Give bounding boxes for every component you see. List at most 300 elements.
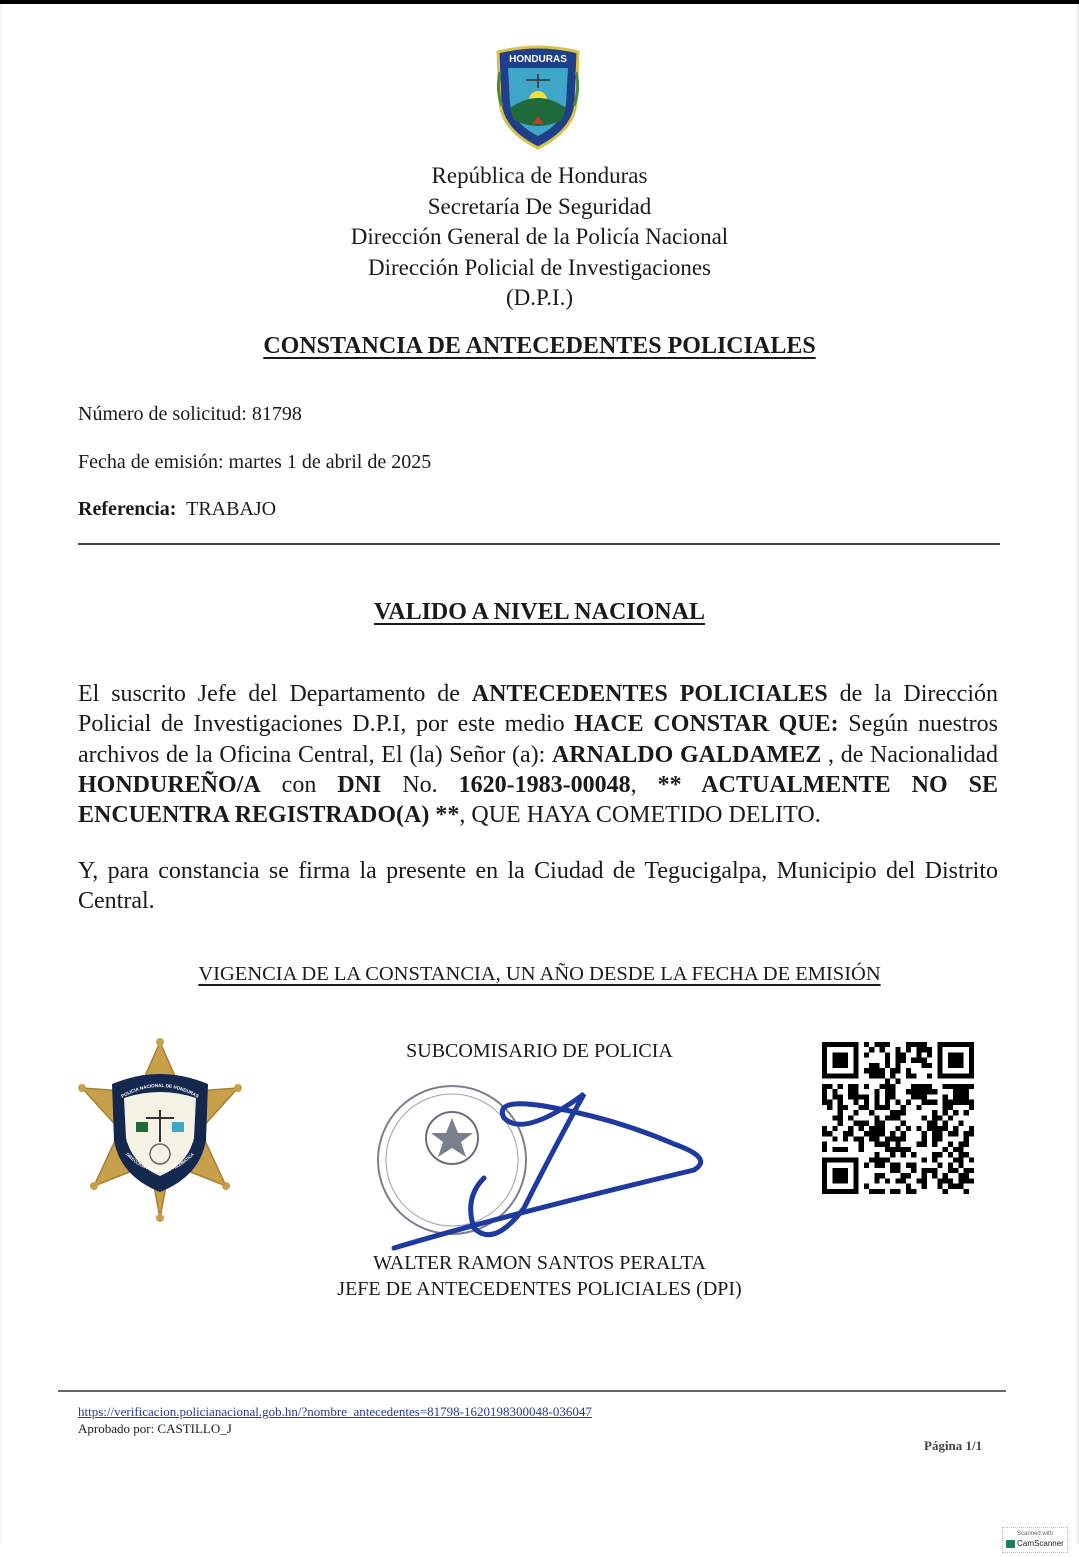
- qr-module: [832, 1094, 837, 1099]
- qr-module: [864, 1105, 869, 1110]
- verification-qr-code[interactable]: [822, 1042, 974, 1194]
- qr-module: [953, 1157, 958, 1162]
- qr-module: [922, 1142, 927, 1147]
- qr-module: [895, 1178, 900, 1183]
- qr-module: [937, 1184, 942, 1189]
- qr-module: [916, 1105, 921, 1110]
- qr-module: [895, 1126, 900, 1131]
- footer-divider: [58, 1390, 1006, 1392]
- qr-module: [906, 1173, 911, 1178]
- qr-module: [948, 1115, 953, 1120]
- qr-module: [927, 1084, 932, 1089]
- qr-module: [916, 1084, 921, 1089]
- qr-module: [864, 1042, 869, 1047]
- qr-module: [874, 1126, 879, 1131]
- qr-module: [922, 1168, 927, 1173]
- qr-module: [937, 1163, 942, 1168]
- qr-module: [874, 1089, 879, 1094]
- qr-module: [853, 1110, 858, 1115]
- qr-module: [916, 1178, 921, 1183]
- qr-finder-pattern: [832, 1052, 848, 1068]
- qr-module: [969, 1105, 974, 1110]
- qr-module: [853, 1084, 858, 1089]
- reference-row: [78, 498, 276, 521]
- paragraph-run: , QUE HAYA COMETIDO DELITO.: [459, 802, 821, 829]
- qr-module: [958, 1121, 963, 1126]
- qr-module: [880, 1142, 885, 1147]
- qr-module: [885, 1094, 890, 1099]
- qr-module: [911, 1152, 916, 1157]
- qr-module: [916, 1047, 921, 1052]
- qr-module: [838, 1084, 843, 1089]
- qr-module: [906, 1126, 911, 1131]
- qr-module: [937, 1115, 942, 1120]
- qr-module: [874, 1189, 879, 1194]
- qr-module: [932, 1121, 937, 1126]
- qr-module: [838, 1110, 843, 1115]
- qr-module: [843, 1105, 848, 1110]
- qr-module: [895, 1063, 900, 1068]
- qr-module: [932, 1110, 937, 1115]
- qr-module: [922, 1115, 927, 1120]
- qr-module: [838, 1147, 843, 1152]
- qr-module: [953, 1094, 958, 1099]
- qr-module: [859, 1147, 864, 1152]
- qr-module: [969, 1157, 974, 1162]
- qr-module: [859, 1126, 864, 1131]
- paragraph-bold-run: 1620-1983-00048: [458, 771, 631, 798]
- qr-module: [958, 1142, 963, 1147]
- qr-module: [864, 1121, 869, 1126]
- header-line-dpi: (D.P.I.): [505, 285, 574, 310]
- qr-module: [969, 1168, 974, 1173]
- watermark-line1: Scanned with: [1016, 1531, 1054, 1537]
- paragraph-run: de la Dirección Policial de Investigaciones D.P.I, por este medio: [78, 681, 998, 738]
- qr-module: [937, 1152, 942, 1157]
- qr-module: [927, 1168, 932, 1173]
- qr-module: [853, 1094, 858, 1099]
- document-title: CONSTANCIA DE ANTECEDENTES POLICIALES: [263, 333, 816, 359]
- paragraph-run: ,: [630, 771, 658, 798]
- qr-module: [953, 1168, 958, 1173]
- qr-module: [822, 1094, 827, 1099]
- qr-module: [948, 1184, 953, 1189]
- qr-module: [880, 1105, 885, 1110]
- paragraph-bold-run: ANTECEDENTES POLICIALES: [471, 681, 828, 707]
- qr-module: [895, 1100, 900, 1105]
- qr-module: [906, 1068, 911, 1073]
- qr-module: [874, 1100, 879, 1105]
- signatory-rank: SUBCOMISARIO DE POLICIA: [406, 1040, 673, 1062]
- qr-module: [822, 1126, 827, 1131]
- camscanner-watermark: [1002, 1527, 1068, 1553]
- qr-finder-pattern: [832, 1168, 848, 1184]
- qr-module: [911, 1189, 916, 1194]
- qr-module: [964, 1178, 969, 1183]
- qr-module: [895, 1163, 900, 1168]
- qr-module: [927, 1073, 932, 1078]
- qr-module: [932, 1136, 937, 1141]
- qr-module: [911, 1084, 916, 1089]
- qr-module: [869, 1157, 874, 1162]
- qr-module: [874, 1131, 879, 1136]
- qr-module: [880, 1163, 885, 1168]
- reference-value: TRABAJO: [186, 498, 277, 520]
- qr-module: [964, 1131, 969, 1136]
- qr-module: [943, 1147, 948, 1152]
- qr-module: [964, 1136, 969, 1141]
- qr-module: [916, 1094, 921, 1099]
- qr-module: [922, 1157, 927, 1162]
- qr-module: [895, 1189, 900, 1194]
- qr-module: [838, 1094, 843, 1099]
- qr-module: [895, 1052, 900, 1057]
- paragraph-run: No.: [381, 771, 459, 798]
- validity-title: VALIDO A NIVEL NACIONAL: [374, 599, 705, 625]
- qr-module: [880, 1073, 885, 1078]
- qr-module: [880, 1068, 885, 1073]
- header-block: [0, 161, 1079, 314]
- qr-module: [874, 1105, 879, 1110]
- qr-module: [958, 1100, 963, 1105]
- qr-module: [916, 1089, 921, 1094]
- qr-module: [958, 1184, 963, 1189]
- qr-module: [969, 1084, 974, 1089]
- qr-module: [895, 1147, 900, 1152]
- watermark-line2: CamScanner: [1017, 1539, 1064, 1548]
- qr-module: [822, 1100, 827, 1105]
- qr-module: [901, 1052, 906, 1057]
- qr-module: [927, 1052, 932, 1057]
- qr-module: [948, 1178, 953, 1183]
- qr-module: [922, 1173, 927, 1178]
- qr-module: [927, 1063, 932, 1068]
- qr-module: [853, 1121, 858, 1126]
- qr-module: [906, 1147, 911, 1152]
- qr-module: [864, 1100, 869, 1105]
- qr-module: [964, 1173, 969, 1178]
- qr-module: [958, 1152, 963, 1157]
- qr-module: [874, 1163, 879, 1168]
- signatory-name: WALTER RAMON SANTOS PERALTA: [373, 1252, 706, 1274]
- qr-module: [901, 1110, 906, 1115]
- qr-module: [953, 1131, 958, 1136]
- header-line-direccion-policial: Dirección Policial de Investigaciones: [368, 254, 711, 280]
- qr-module: [969, 1131, 974, 1136]
- qr-module: [874, 1073, 879, 1078]
- qr-module: [832, 1147, 837, 1152]
- qr-module: [943, 1121, 948, 1126]
- qr-module: [864, 1163, 869, 1168]
- qr-module: [911, 1089, 916, 1094]
- qr-module: [869, 1126, 874, 1131]
- qr-module: [943, 1126, 948, 1131]
- qr-module: [932, 1157, 937, 1162]
- qr-module: [901, 1136, 906, 1141]
- qr-module: [964, 1100, 969, 1105]
- qr-module: [943, 1173, 948, 1178]
- qr-module: [901, 1152, 906, 1157]
- qr-module: [859, 1142, 864, 1147]
- qr-module: [922, 1063, 927, 1068]
- qr-module: [943, 1178, 948, 1183]
- qr-module: [869, 1131, 874, 1136]
- qr-module: [958, 1084, 963, 1089]
- qr-module: [958, 1089, 963, 1094]
- qr-module: [922, 1094, 927, 1099]
- approved-by: Aprobado por: CASTILLO_J: [78, 1421, 232, 1436]
- qr-module: [827, 1100, 832, 1105]
- qr-module: [848, 1126, 853, 1131]
- qr-module: [964, 1094, 969, 1099]
- qr-module: [922, 1042, 927, 1047]
- qr-module: [838, 1121, 843, 1126]
- badge-text-bottom: DIRECCION POLICIAL DE TELEMATICA: [125, 1151, 195, 1174]
- qr-module: [932, 1131, 937, 1136]
- qr-module: [953, 1147, 958, 1152]
- qr-module: [864, 1094, 869, 1099]
- qr-module: [832, 1089, 837, 1094]
- qr-module: [948, 1142, 953, 1147]
- qr-module: [958, 1173, 963, 1178]
- qr-module: [848, 1094, 853, 1099]
- qr-module: [895, 1079, 900, 1084]
- qr-module: [827, 1105, 832, 1110]
- qr-module: [880, 1121, 885, 1126]
- qr-module: [948, 1105, 953, 1110]
- qr-module: [906, 1189, 911, 1194]
- qr-module: [948, 1163, 953, 1168]
- paragraph-run: , de Nacionalidad: [821, 741, 998, 768]
- qr-module: [927, 1100, 932, 1105]
- qr-module: [953, 1126, 958, 1131]
- qr-module: [864, 1084, 869, 1089]
- qr-module: [853, 1136, 858, 1141]
- qr-module: [885, 1058, 890, 1063]
- qr-module: [969, 1178, 974, 1183]
- qr-module: [964, 1152, 969, 1157]
- qr-module: [901, 1173, 906, 1178]
- qr-module: [948, 1152, 953, 1157]
- qr-finder-pattern: [948, 1052, 964, 1068]
- qr-module: [901, 1131, 906, 1136]
- qr-module: [885, 1079, 890, 1084]
- qr-module: [880, 1173, 885, 1178]
- qr-module: [911, 1073, 916, 1078]
- qr-module: [927, 1047, 932, 1052]
- qr-module: [953, 1084, 958, 1089]
- qr-module: [901, 1058, 906, 1063]
- qr-module: [895, 1068, 900, 1073]
- qr-module: [948, 1100, 953, 1105]
- qr-module: [922, 1131, 927, 1136]
- qr-module: [922, 1100, 927, 1105]
- qr-module: [838, 1115, 843, 1120]
- qr-module: [869, 1063, 874, 1068]
- qr-module: [932, 1142, 937, 1147]
- qr-module: [922, 1047, 927, 1052]
- header-line-secretaria: Secretaría De Seguridad: [427, 193, 652, 219]
- qr-module: [890, 1168, 895, 1173]
- qr-module: [869, 1073, 874, 1078]
- qr-module: [890, 1115, 895, 1120]
- qr-module: [848, 1131, 853, 1136]
- qr-module: [964, 1189, 969, 1194]
- qr-module: [953, 1184, 958, 1189]
- qr-module: [958, 1163, 963, 1168]
- police-shield-emblem: [490, 42, 586, 152]
- qr-module: [848, 1089, 853, 1094]
- qr-module: [895, 1115, 900, 1120]
- qr-module: [885, 1084, 890, 1089]
- qr-module: [916, 1052, 921, 1057]
- qr-module: [969, 1100, 974, 1105]
- qr-module: [864, 1131, 869, 1136]
- qr-module: [890, 1136, 895, 1141]
- qr-module: [911, 1163, 916, 1168]
- qr-module: [906, 1100, 911, 1105]
- qr-module: [922, 1084, 927, 1089]
- qr-module: [890, 1073, 895, 1078]
- qr-module: [964, 1089, 969, 1094]
- qr-module: [906, 1163, 911, 1168]
- qr-module: [874, 1142, 879, 1147]
- qr-module: [922, 1178, 927, 1183]
- qr-module: [848, 1084, 853, 1089]
- qr-module: [859, 1136, 864, 1141]
- qr-module: [880, 1126, 885, 1131]
- qr-module: [932, 1100, 937, 1105]
- paragraph-run: Según nuestros archivos de la Oficina Central, El (la) Señor (a):: [78, 711, 998, 768]
- qr-module: [953, 1089, 958, 1094]
- qr-module: [932, 1152, 937, 1157]
- qr-module: [906, 1047, 911, 1052]
- qr-module: [927, 1089, 932, 1094]
- qr-module: [943, 1100, 948, 1105]
- qr-module: [922, 1184, 927, 1189]
- qr-module: [885, 1178, 890, 1183]
- qr-module: [927, 1121, 932, 1126]
- qr-module: [953, 1100, 958, 1105]
- qr-module: [895, 1168, 900, 1173]
- page-number: Página 1/1: [924, 1438, 983, 1453]
- qr-module: [859, 1105, 864, 1110]
- qr-module: [874, 1042, 879, 1047]
- qr-module: [869, 1047, 874, 1052]
- qr-module: [843, 1147, 848, 1152]
- official-stamp-and-signature: [374, 1078, 704, 1253]
- qr-module: [901, 1147, 906, 1152]
- qr-module: [906, 1184, 911, 1189]
- qr-module: [890, 1084, 895, 1089]
- qr-module: [916, 1126, 921, 1131]
- qr-module: [832, 1126, 837, 1131]
- qr-module: [880, 1084, 885, 1089]
- qr-module: [901, 1105, 906, 1110]
- qr-module: [932, 1089, 937, 1094]
- qr-module: [885, 1147, 890, 1152]
- qr-module: [853, 1100, 858, 1105]
- header-line-republica: República de Honduras: [431, 163, 648, 188]
- qr-module: [906, 1042, 911, 1047]
- qr-module: [943, 1084, 948, 1089]
- paragraph-run: con: [260, 771, 338, 798]
- qr-module: [953, 1110, 958, 1115]
- qr-module: [885, 1142, 890, 1147]
- qr-module: [927, 1126, 932, 1131]
- qr-module: [890, 1147, 895, 1152]
- qr-module: [922, 1089, 927, 1094]
- signing-paragraph: Y, para constancia se firma la presente en la Ciudad de Tegucigalpa, Municipio del Distrito Central.: [78, 858, 998, 915]
- qr-module: [874, 1121, 879, 1126]
- reference-label: Referencia:: [78, 498, 177, 520]
- qr-module: [848, 1115, 853, 1120]
- qr-module: [916, 1042, 921, 1047]
- qr-module: [832, 1136, 837, 1141]
- qr-module: [874, 1178, 879, 1183]
- paragraph-run: El suscrito Jefe del Departamento de: [78, 681, 472, 707]
- certification-paragraph: [78, 679, 998, 830]
- qr-module: [885, 1063, 890, 1068]
- qr-module: [906, 1073, 911, 1078]
- paragraph-bold-run: ARNALDO GALDAMEZ: [551, 741, 822, 768]
- qr-module: [932, 1126, 937, 1131]
- qr-module: [874, 1094, 879, 1099]
- qr-module: [880, 1157, 885, 1162]
- qr-module: [885, 1042, 890, 1047]
- qr-module: [937, 1136, 942, 1141]
- header-line-direccion-general: Dirección General de la Policía Nacional: [350, 224, 729, 249]
- qr-module: [859, 1121, 864, 1126]
- qr-module: [885, 1052, 890, 1057]
- qr-module: [874, 1157, 879, 1162]
- qr-module: [885, 1115, 890, 1120]
- qr-module: [880, 1047, 885, 1052]
- divider: [78, 543, 1000, 545]
- qr-module: [843, 1131, 848, 1136]
- qr-module: [880, 1189, 885, 1194]
- qr-module: [943, 1094, 948, 1099]
- qr-module: [822, 1142, 827, 1147]
- top-border: [0, 0, 1079, 4]
- qr-module: [874, 1115, 879, 1120]
- qr-module: [937, 1131, 942, 1136]
- telematica-star-badge: [78, 1036, 242, 1222]
- qr-module: [827, 1131, 832, 1136]
- qr-module: [869, 1110, 874, 1115]
- emblem-text-top: HONDURAS: [509, 54, 567, 65]
- signatory-position: JEFE DE ANTECEDENTES POLICIALES (DPI): [337, 1278, 742, 1300]
- qr-module: [822, 1084, 827, 1089]
- qr-module: [958, 1147, 963, 1152]
- qr-module: [922, 1058, 927, 1063]
- qr-module: [874, 1173, 879, 1178]
- qr-module: [943, 1105, 948, 1110]
- qr-module: [874, 1152, 879, 1157]
- qr-module: [943, 1110, 948, 1115]
- qr-module: [906, 1089, 911, 1094]
- paragraph-bold-run: DNI: [337, 771, 382, 798]
- qr-module: [964, 1084, 969, 1089]
- paragraph-bold-run: HONDUREÑO/A: [78, 771, 261, 798]
- issue-date: Fecha de emisión: martes 1 de abril de 2025: [78, 451, 432, 473]
- qr-module: [911, 1042, 916, 1047]
- verification-link[interactable]: https://verificacion.policianacional.gob.hn/?nombre_antecedentes=81798-1620198300048-036047: [78, 1404, 592, 1419]
- solicitud-number: Número de solicitud: 81798: [78, 403, 302, 425]
- qr-module: [890, 1089, 895, 1094]
- camscanner-logo-icon: [1006, 1540, 1015, 1548]
- qr-module: [895, 1142, 900, 1147]
